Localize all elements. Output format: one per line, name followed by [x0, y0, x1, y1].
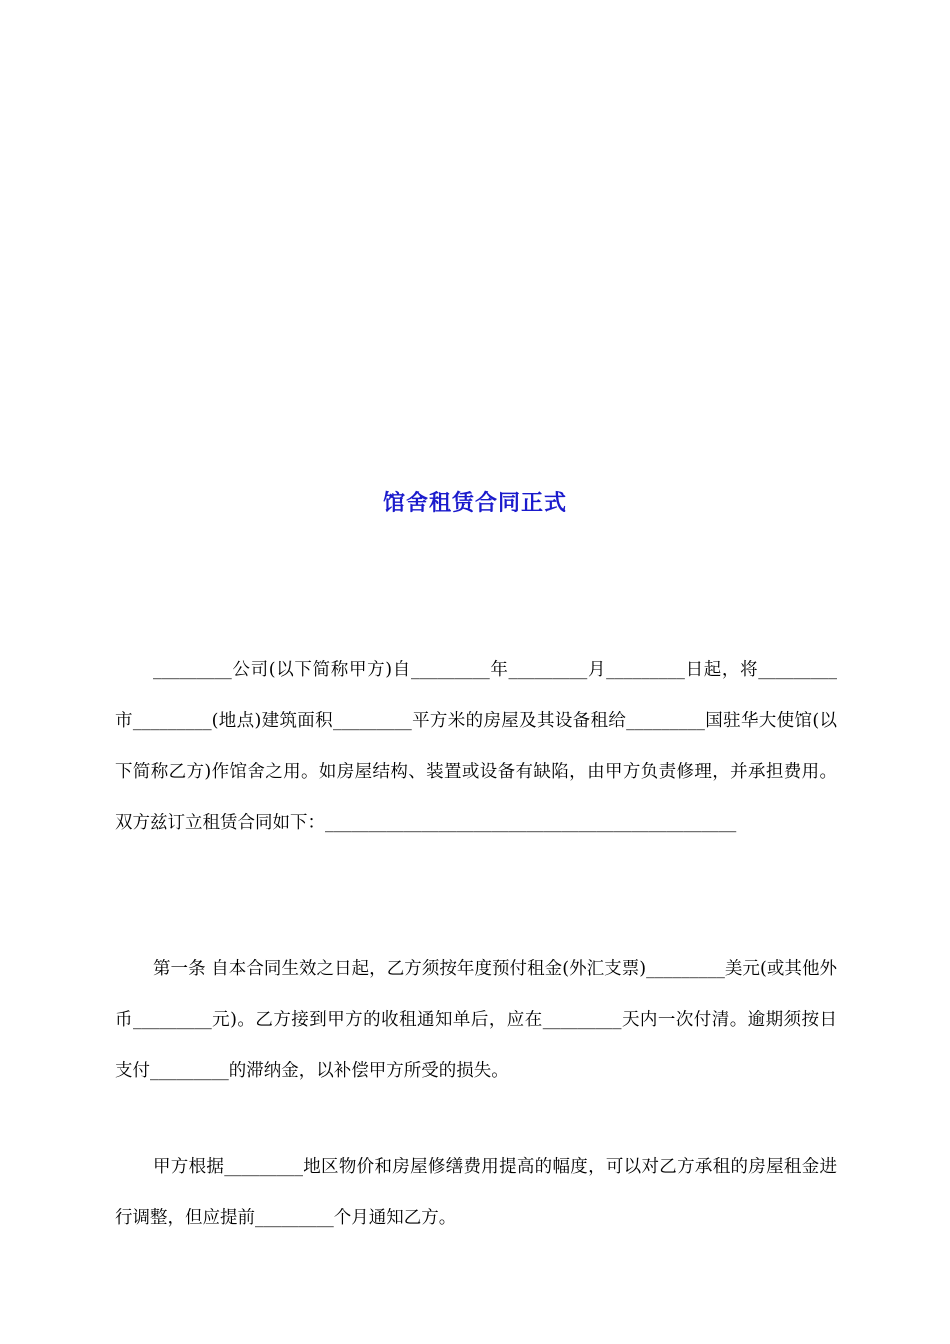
paragraph-intro: _________公司(以下简称甲方)自_________年_________月_________日起，将_________市_________(地点)建筑面积_________平方米的房屋及其设备租给_________国驻华大使馆(以下简称乙方)作馆舍之用。如房屋结构、装置或设备有缺陷，由甲方负责修理，并承担费用。双方兹订立租赁合同如下：_______________________________________________: [115, 660, 837, 833]
document-title: 馆舍租赁合同正式: [382, 491, 567, 516]
paragraph-rent-adjustment: 甲方根据_________地区物价和房屋修缮费用提高的幅度，可以对乙方承租的房屋租金进行调整，但应提前_________个月通知乙方。: [115, 1157, 837, 1228]
paragraph-article-1: 第一条 自本合同生效之日起，乙方须按年度预付租金(外汇支票)_________美元(或其他外币_________元)。乙方接到甲方的收租通知单后，应在_________天内一次付清。逾期须按日支付_________的滞纳金，以补偿甲方所受的损失。: [115, 959, 837, 1081]
